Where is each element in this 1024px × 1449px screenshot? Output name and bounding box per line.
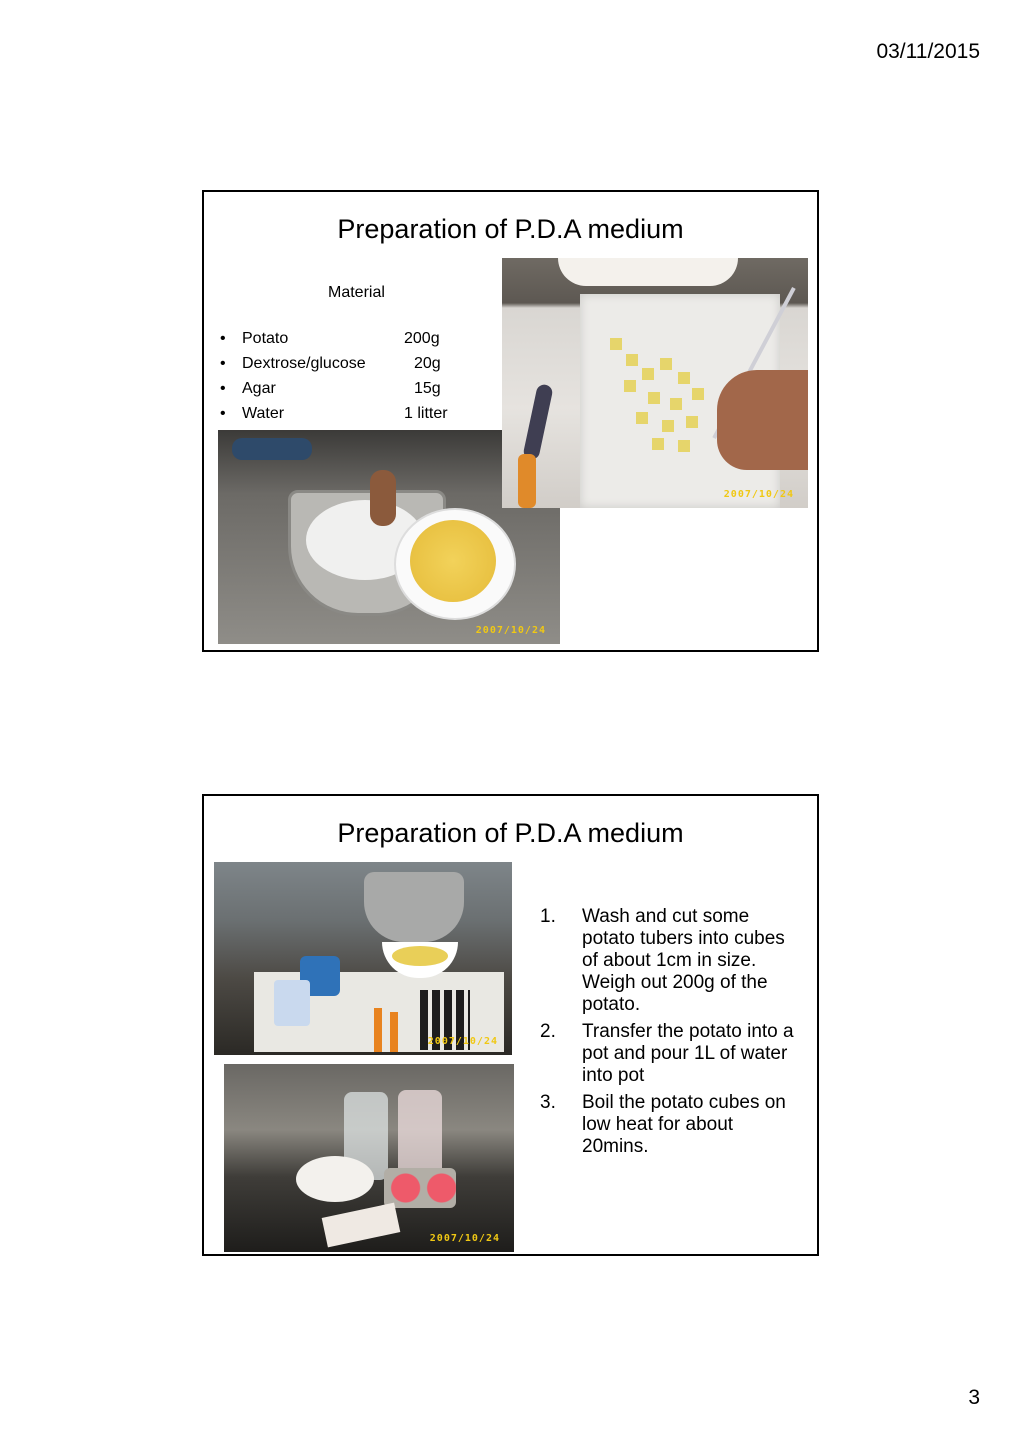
step-number: 2. — [540, 1021, 556, 1042]
step-text: Boil the potato cubes on low heat for about 20mins. — [582, 1092, 786, 1157]
photo-detail-cube — [642, 368, 654, 380]
photo-detail-cube — [692, 388, 704, 400]
photo-detail-cube — [670, 398, 682, 410]
material-item — [220, 330, 520, 355]
photo-detail-cube — [636, 412, 648, 424]
step-number: 1. — [540, 906, 556, 927]
material-name: Agar — [242, 380, 276, 397]
photo-bottles-powder — [224, 1064, 514, 1252]
slide-title: Preparation of P.D.A medium — [337, 818, 684, 848]
page-number: 3 — [968, 1386, 980, 1409]
page-date: 03/11/2015 — [876, 40, 980, 63]
step-item — [540, 1021, 800, 1087]
photo-detail-potato-chips — [410, 520, 496, 602]
step-text: Wash and cut some potato tubers into cubes of about 1cm in size. Weigh out 200g of the potato. — [582, 906, 785, 1015]
photo-detail-can — [274, 980, 310, 1026]
photo-date-stamp: 2007/10/24 — [475, 625, 546, 636]
material-heading: Material — [328, 284, 385, 301]
photo-date-stamp: 2007/10/24 — [427, 1036, 498, 1047]
material-amount: 20g — [414, 355, 441, 372]
photo-detail-powder — [296, 1156, 374, 1202]
photo-detail-pot — [364, 872, 464, 942]
photo-detail-cube — [610, 338, 622, 350]
material-list — [220, 330, 520, 430]
photo-detail-cube — [660, 358, 672, 370]
material-name: Water — [242, 405, 285, 422]
step-list — [540, 906, 800, 1163]
slide-title: Preparation of P.D.A medium — [337, 214, 684, 244]
bullet-icon: • — [220, 330, 226, 347]
bullet-icon: • — [220, 380, 226, 397]
photo-detail-cube — [626, 354, 638, 366]
material-amount: 1 litter — [404, 405, 448, 422]
slide-steps — [202, 794, 819, 1256]
material-amount: 200g — [404, 330, 440, 347]
slide-materials — [202, 190, 819, 652]
photo-detail-cube — [678, 372, 690, 384]
material-name: Dextrose/glucose — [242, 355, 366, 372]
photo-detail-arm — [370, 470, 396, 526]
photo-detail-cube — [624, 380, 636, 392]
photo-detail-knife-tip — [518, 454, 536, 508]
photo-detail-cube — [662, 420, 674, 432]
photo-equipment — [214, 862, 512, 1055]
bullet-icon: • — [220, 355, 226, 372]
photo-date-stamp: 2007/10/24 — [429, 1233, 500, 1244]
photo-detail-paper — [322, 1203, 401, 1248]
material-item — [220, 380, 520, 405]
step-item — [540, 1092, 800, 1158]
material-item — [220, 405, 520, 430]
step-text: Transfer the potato into a pot and pour 1L of water into pot — [582, 1021, 794, 1086]
step-number: 3. — [540, 1092, 556, 1113]
photo-detail-cube — [652, 438, 664, 450]
material-amount: 15g — [414, 380, 441, 397]
photo-detail-cube — [686, 416, 698, 428]
photo-cutting-potato — [502, 258, 808, 508]
photo-detail-utensil — [390, 1012, 398, 1052]
photo-detail-sandals — [232, 438, 312, 460]
photo-detail-knife-handle — [522, 383, 553, 461]
material-item — [220, 355, 520, 380]
step-item — [540, 906, 800, 1016]
photo-detail-hand — [717, 370, 808, 470]
photo-detail-bowl — [558, 258, 738, 286]
photo-detail-cube — [648, 392, 660, 404]
photo-detail-utensil — [374, 1008, 382, 1052]
photo-date-stamp: 2007/10/24 — [723, 489, 794, 500]
photo-detail-bottle — [398, 1090, 442, 1178]
photo-detail-cups — [384, 1168, 456, 1208]
bullet-icon: • — [220, 405, 226, 422]
material-name: Potato — [242, 330, 289, 347]
photo-detail-cube — [678, 440, 690, 452]
